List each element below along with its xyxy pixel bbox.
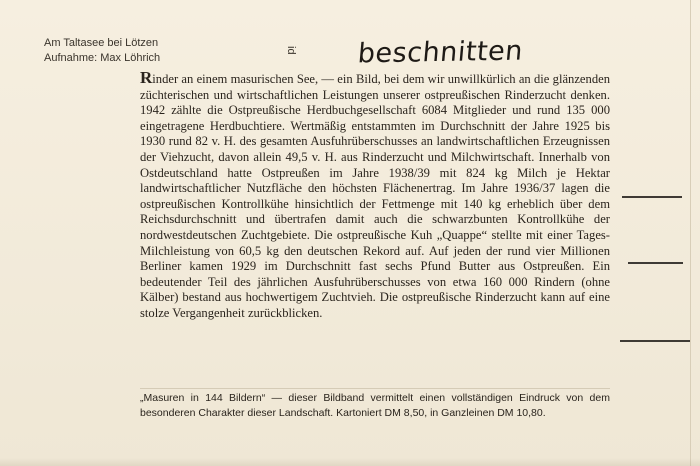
divider bbox=[140, 388, 610, 389]
address-line-2 bbox=[628, 262, 683, 264]
main-text-body: inder an einem masurischen See, — ein Bild, bei dem wir unwillkürlich an die glänzenden züchterischen und wirtschaftlichen Leistungen unserer ostpreußischen Rinderzucht denken. 1942 zählte die Ostpreußische Herdbuchgesellschaft 6084 Mitglieder und rund 135 000 eingetragene Herdbuchtiere. Wertmäßig entstammten im Durchschnitt der Jahre 1925 bis 1930 rund 82 v. H. des gesamten Ausfuhrüberschusses an landwirtschaftlichen Erzeugnissen der Viehzucht, davon allein 49,5 v. H. aus Rinderzucht und Milchwirtschaft. Innerhalb von Ostdeutschland hatte Ostpreußen im Jahre 1938/39 mit 824 kg Milch je Hektar landwirtschaftlicher Nutzfläche den höchsten Flächenertrag. Im Jahre 1936/37 lagen die ostpreußischen Kontrollkühe hinsichtlich der Fettmenge mit 140 kg erheblich über dem Reichsdurchschnitt und übertrafen damit auch die schwarzbunten Kontrollkühe der nordwestdeutschen Zuchtgebiete. Die ostpreußische Kuh „Quappe“ stellte mit einer Tages-Milchleistung von 60,5 kg den deutschen Rekord auf. Auf jeden der rund vier Millionen Berliner kamen 1929 im Durchschnitt fast sechs Pfund Butter aus Ostpreußen. Ein bedeutender Teil des jährlichen Ausfuhrüberschusses von etwa 160 000 Rindern (ohne Kälber) bestand aus hochwertigem Zuchtvieh. Die ostpreußische Rinderzucht kann auf eine stolze Vergangenheit zurückblicken. bbox=[140, 72, 610, 320]
card-edge-line bbox=[690, 0, 691, 466]
main-text bbox=[140, 68, 610, 322]
footnote: „Masuren in 144 Bildern“ — dieser Bildband vermittelt einen vollständigen Eindruck von dem besonderen Charakter dieser Landschaft. Kartoniert DM 8,50, in Ganzleinen DM 10,80. bbox=[140, 392, 610, 419]
address-line-3 bbox=[620, 340, 690, 342]
caption-photo-credit: Aufnahme: Max Löhrich bbox=[44, 52, 161, 64]
caption-place: Am Taltasee bei Lötzen bbox=[44, 37, 159, 49]
address-line-1 bbox=[622, 196, 682, 198]
handwritten-note: beschnitten bbox=[356, 35, 525, 70]
photo-caption bbox=[44, 36, 160, 66]
paper-edge bbox=[0, 458, 700, 466]
side-mark: id bbox=[285, 46, 297, 55]
dropcap: R bbox=[140, 68, 153, 87]
